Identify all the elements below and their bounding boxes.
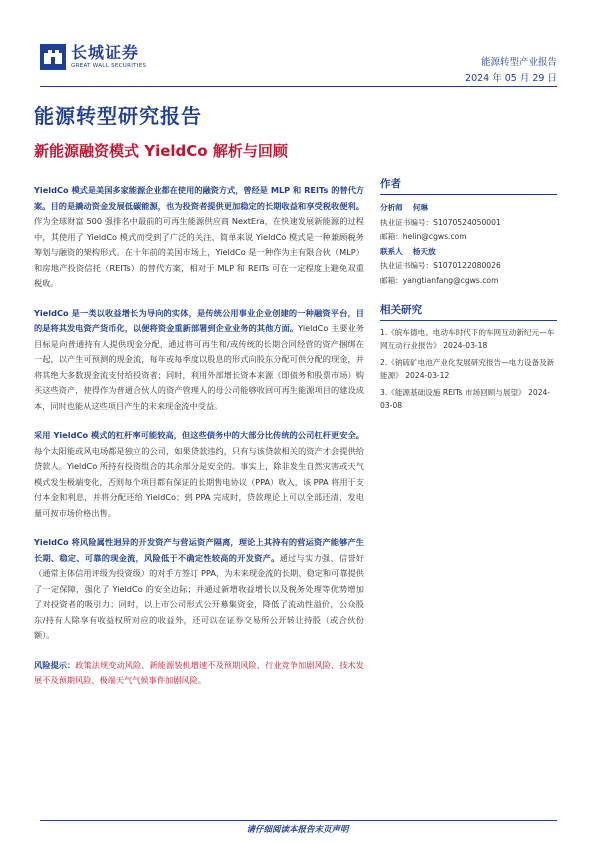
related-research-heading: 相关研究 (380, 302, 557, 321)
paragraph-3-text: 每个太阳能或风电场都是独立的公司，如果贷款违约，只有与该贷款相关的资产才会提供给贷款人。YieldCo 所持有投资组合的其余部分是安全的。事实上，除非发生自然灾害或天气模式发生极端变化，否则每个项目都有保证的长期售电协议（PPA）收入，该 PPA 将用于支付本金和利息，并将分配还给 YieldCo；到 PPA 完成时，贷款理论上可以全部还清，发电量可按市场价格出售。 (34, 445, 364, 518)
paragraph-4 (34, 535, 364, 644)
footer-divider (40, 820, 557, 821)
report-date: 2024 年 05 月 29 日 (465, 73, 557, 84)
header-divider (40, 86, 557, 87)
related-title: 3.《能源基础设施 REITs 市场回顾与展望》 (380, 388, 526, 397)
paragraph-2-text: YieldCo 主要业务目标是向普通持有人提供现金分配，通过将可再生和/或传统的长期合同经营的资产捆绑在一起，以产生可预测的现金流，每年或每季度以股息的形式向股东分配可供分配的现金，并将其绝大多数现金流支付给投资者；同时，利用外部增长资本来源（即债务和股票市场）购买这些资产，使得作为普通合伙人的资产管理人的母公司能够收回可再生能源项目的建设成本，同时也能从这些项目产生的未来现金流中受益。 (34, 323, 364, 411)
risk-text: 政策法规变动风险、新能源装机增速不及预期风险、行业竞争加剧风险、技术发展不及预期风险、极端天气气候事件加剧风险。 (34, 659, 364, 685)
logo-chinese-name: 长城证券 (71, 42, 140, 62)
analyst-cert: 执业证书编号：S1070524050001 (380, 217, 501, 227)
report-title: 能源转型研究报告 (34, 104, 202, 128)
related-research-item[interactable] (380, 387, 557, 412)
great-wall-logo-icon (40, 44, 66, 70)
related-date: 2024-03-12 (405, 370, 450, 380)
sidebar (380, 176, 557, 417)
paragraph-2-lead: YieldCo 是一类以收益增长为导向的实体，是传统公用事业企业创建的一种融资平台，目的是将其发电资产货币化，以便将资金重新部署到企业业务的其他方面。 (34, 307, 364, 333)
paragraph-3 (34, 428, 364, 521)
report-subtitle: 新能源融资模式 YieldCo 解析与回顾 (34, 142, 288, 160)
contact-cert: 执业证书编号：S1070122080026 (380, 261, 501, 270)
related-title: 1.《皖车德电、电动车时代下的车网互动新纪元—车网互动行业报告》 (380, 328, 555, 350)
contact-email: 邮箱：yangtianfang@cgws.com (380, 275, 499, 285)
report-type-label: 能源转型产业报告 (480, 57, 557, 68)
related-date: 2024-03-18 (443, 340, 488, 350)
paragraph-1-text: 作为全球财富 500 强排名中最前的可再生能源供应商 NextEra，在快速发展新能源的过程中，其使用了 YieldCo 模式而受到了广泛的关注，简单来说 YieldCo 模式是一种兼顾税务筹划与融资的架构形式。在十年前的美国市场上，YieldCo 是一种作为主有限合伙（MLP）和房地产投资信托（REITs）的替代方案，相对于 MLP 和 REITs 可在一定程度上避免双重税收。 (34, 216, 364, 288)
analyst-name: 何琳 (412, 203, 428, 212)
related-research-item[interactable] (380, 357, 557, 382)
risk-warning (34, 658, 364, 689)
company-logo (40, 44, 146, 70)
paragraph-1 (34, 183, 364, 292)
related-title: 2.《钠硫矿电池产业化发展研究报告—电力设备及新能源》 (380, 358, 555, 380)
contact-role: 联系人 (380, 246, 403, 256)
contact-name: 杨天放 (412, 246, 436, 256)
related-research-item[interactable] (380, 327, 557, 352)
page-header (0, 0, 595, 90)
logo-english-name: GREAT WALL SECURITIES (71, 62, 147, 69)
footer-disclaimer: 请仔细阅读本报告末页声明 (246, 825, 349, 835)
analyst-role: 分析师 (380, 203, 403, 212)
paragraph-4-text: 通过与实力强、信誉好（通常主体信用评级为投资级）的对手方签订 PPA，为未来现金流的长期、稳定和可靠提供了一定保障，强化了 YieldCo 的安全边际；并通过新增收益增长以及税务处理等优势增加了对投资者的吸引力；同时，以上市公司形式公开募集资金，降低了流动性溢价，公众股东/持有人除享有收益权所对应的收益外，还可以在证券交易所公开转让持股（或合伙份额）。 (34, 552, 364, 640)
report-body (34, 183, 364, 703)
paragraph-4-lead: YieldCo 将风险属性迥异的开发资产与营运资产隔离，理论上其持有的营运资产能够产生长期、稳定、可靠的现金流，风险低于不确定性较高的开发资产。 (34, 537, 364, 563)
risk-label: 风险提示： (34, 659, 76, 670)
paragraph-2 (34, 306, 364, 415)
related-date: 2024-03-08 (380, 388, 551, 410)
paragraph-1-lead: YieldCo 模式是美国多家能源企业都在使用的融资方式，曾经是 MLP 和 REITs 的替代方案。目的是撬动资金发展低碳能源，也为投资者提供更加稳定的长期收益和享受税收便利。 (34, 185, 364, 211)
authors-heading: 作者 (380, 176, 557, 195)
paragraph-3-lead: 采用 YieldCo 模式的杠杆率可能较高，但这些债务中的大部分比传统的公司杠杆更安全。 (34, 430, 364, 440)
analyst-email: 邮箱：helin@cgws.com (380, 232, 467, 241)
